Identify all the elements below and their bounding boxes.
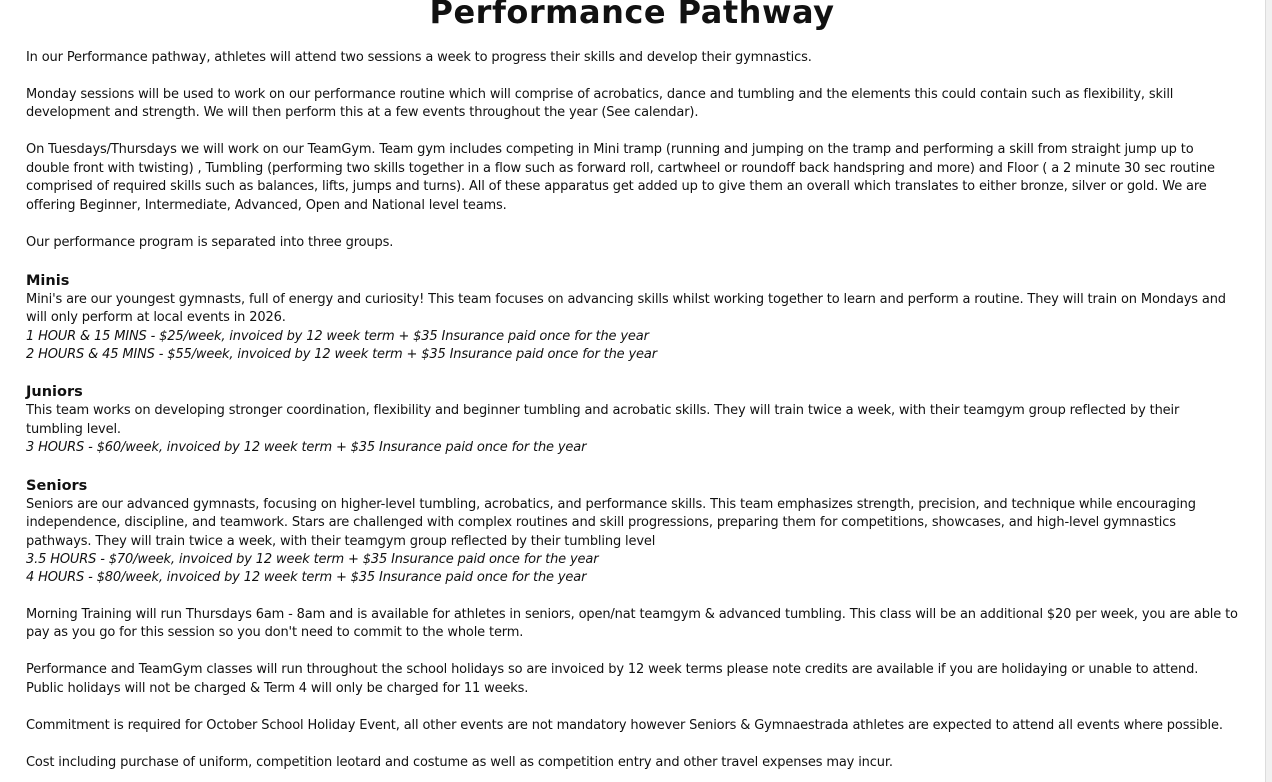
morning-training-paragraph: Morning Training will run Thursdays 6am - 8am and is available for athletes in seniors, open/nat teamgym & advanced tumbling. This class will be an additional $20 per week, you are able to pay as you go for this session so you don't need to commit to the whole term. <box>26 606 1238 640</box>
group-juniors <box>26 382 1238 457</box>
teamgym-paragraph: On Tuesdays/Thursdays we will work on our TeamGym. Team gym includes competing in Mini tramp (running and jumping on the tramp and performing a skill from straight jump up to double front with twisting) , Tumbling (performing two skills together in a flow such as forward roll, cartwheel or roundoff back handspring and more) and Floor ( a 2 minute 30 sec routine comprised of required skills such as balances, lifts, jumps and turns). All of these apparatus get added up to give them an overall which translates to either bronze, silver or gold. We are offering Beginner, Intermediate, Advanced, Open and National level teams. <box>26 142 1215 213</box>
group-minis <box>26 271 1238 364</box>
price-line: 3 HOURS - $60/week, invoiced by 12 week term + $35 Insurance paid once for the year <box>26 440 587 455</box>
group-description-juniors: This team works on developing stronger coordination, flexibility and beginner tumbling and acrobatic skills. They will train twice a week, with their teamgym group reflected by their tumbling level. <box>26 403 1180 437</box>
group-description-minis: Mini's are our youngest gymnasts, full of energy and curiosity! This team focuses on advancing skills whilst working together to learn and perform a routine. They will train on Mondays and will only perform at local events in 2026. <box>26 291 1226 325</box>
group-heading-juniors: Juniors <box>26 384 83 400</box>
price-line: 2 HOURS & 45 MINS - $55/week, invoiced by 12 week term + $35 Insurance paid once for the year <box>26 346 657 362</box>
intro-paragraph: In our Performance pathway, athletes will attend two sessions a week to progress their skills and develop their gymnastics. <box>26 49 812 65</box>
holidays-paragraph: Performance and TeamGym classes will run throughout the school holidays so are invoiced by 12 week terms please note credits are available if you are holidaying or unable to attend. Public holidays will not be charged & Term 4 will only be charged for 11 weeks. <box>26 662 1199 696</box>
costs-paragraph: Cost including purchase of uniform, competition leotard and costume as well as competition entry and other travel expenses may incur. <box>26 754 893 770</box>
vertical-scrollbar[interactable] <box>1265 0 1272 782</box>
page-title: Performance Pathway <box>429 0 835 31</box>
price-line: 4 HOURS - $80/week, invoiced by 12 week term + $35 Insurance paid once for the year <box>26 570 587 585</box>
monday-paragraph: Monday sessions will be used to work on our performance routine which will comprise of acrobatics, dance and tumbling and the elements this could contain such as flexibility, skill development and strength. We will then perform this at a few events throughout the year (See calendar). <box>26 86 1174 120</box>
group-seniors <box>26 476 1238 588</box>
group-heading-seniors: Seniors <box>26 477 88 494</box>
group-heading-minis: Minis <box>26 272 70 289</box>
commitment-paragraph: Commitment is required for October School Holiday Event, all other events are not mandatory however Seniors & Gymnaestrada athletes are expected to attend all events where possible. <box>26 717 1223 733</box>
group-description-seniors: Seniors are our advanced gymnasts, focusing on higher-level tumbling, acrobatics, and performance skills. This team emphasizes strength, precision, and technique while encouraging independence, discipline, and teamwork. Stars are challenged with complex routines and skill progressions, preparing them for competitions, showcases, and high-level gymnastics pathways. They will train twice a week, with their teamgym group reflected by their tumbling level <box>26 496 1196 549</box>
document-content <box>26 0 1238 772</box>
price-line: 1 HOUR & 15 MINS - $25/week, invoiced by 12 week term + $35 Insurance paid once for the year <box>26 328 649 344</box>
price-line: 3.5 HOURS - $70/week, invoiced by 12 week term + $35 Insurance paid once for the year <box>26 552 599 567</box>
groups-intro-paragraph: Our performance program is separated into three groups. <box>26 234 394 250</box>
